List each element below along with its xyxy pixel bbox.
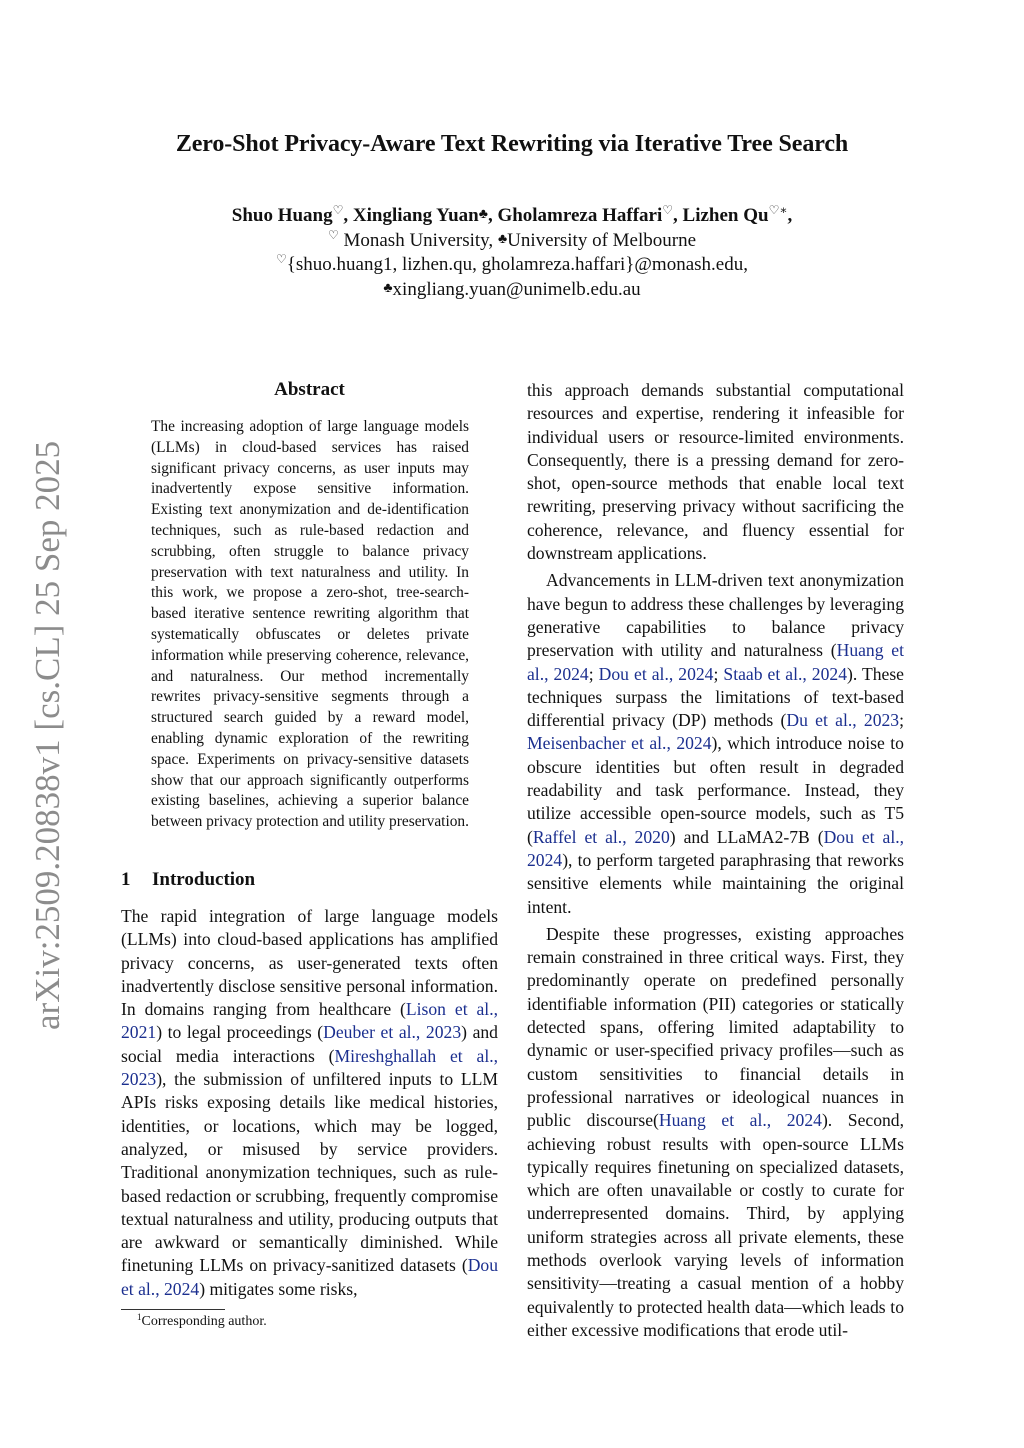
- email-line: ♣xingliang.yuan@unimelb.edu.au: [383, 279, 641, 300]
- citation-link[interactable]: Dou et al., 2024: [598, 663, 714, 684]
- citation-link[interactable]: Raffel et al., 2020: [532, 826, 670, 847]
- citation-link[interactable]: Deuber et al., 2023: [323, 1022, 462, 1043]
- paper-title: Zero-Shot Privacy-Aware Text Rewriting via Iterative Tree Search: [175, 131, 849, 157]
- footnote: [137, 1314, 267, 1330]
- section-title: Introduction: [152, 869, 256, 890]
- intro-paragraph-advancements: Advancements in LLM-driven text anonymization have begun to address these challenges by leveraging generative capabilities to balance privacy preservation with utility and naturalness (Huang et al., 2024; Dou et al., 2024; Staab et al., 2024). These techniques surpass the limitations of text-based differential privacy (DP) methods (Du et al., 2023; Meisenbacher et al., 2024), which introduce noise to obscure identities but often result in degraded readability and task performance. Instead, they utilize accessible open-source models, such as T5 (Raffel et al., 2020) and LLaMA2-7B (Dou et al., 2024), to perform targeted paraphrasing that reworks sensitive elements while maintaining the original intent.: [527, 570, 904, 917]
- footnote-rule: [121, 1309, 225, 1310]
- author-name: Gholamreza Haffari: [497, 205, 663, 226]
- citation-link[interactable]: Meisenbacher et al., 2024: [527, 733, 712, 754]
- email-line: ♡{shuo.huang1, lizhen.qu, gholamreza.haffari}@monash.edu,: [276, 252, 748, 275]
- section-heading: [121, 869, 255, 891]
- author-name: Xingliang Yuan: [352, 205, 479, 226]
- citation-link[interactable]: Du et al., 2023: [786, 710, 900, 731]
- author-names: Shuo Huang♡, Xingliang Yuan♣, Gholamreza Haffari♡, Lizhen Qu♡∗,: [231, 203, 793, 226]
- citation-link[interactable]: Mireshghallah et al., 2023: [121, 1045, 499, 1090]
- footnote-mark: 1: [137, 1312, 142, 1322]
- citation-link[interactable]: Staab et al., 2024: [723, 663, 847, 684]
- arxiv-identifier: arXiv:2509.20838v1 [cs.CL] 25 Sep 2025: [28, 440, 67, 1030]
- citation-link[interactable]: Dou et al., 2024: [121, 1255, 498, 1299]
- author-name: Shuo Huang: [231, 205, 333, 226]
- intro-paragraph-continued: this approach demands substantial computational resources and expertise, rendering it infeasible for individual users or resource-limited environments. Consequently, there is a pressing demand for zero-shot, open-source methods that enable local text rewriting, preserving privacy without sacrificing the coherence, relevance, and fluency essential for downstream applications.: [527, 380, 904, 564]
- citation-link[interactable]: Huang et al., 2024: [658, 1110, 822, 1131]
- author-name: Lizhen Qu: [682, 205, 769, 226]
- affiliations: ♡ Monash University, ♣University of Melbourne: [327, 228, 697, 251]
- citation-link[interactable]: Dou et al., 2024: [527, 826, 904, 870]
- abstract-heading: Abstract: [274, 379, 345, 400]
- intro-paragraph-limitations: Despite these progresses, existing approaches remain constrained in three critical ways. First, they predominantly operate on predefined personally identifiable information (PII) categories or statically detected spans, offering limited adaptability to dynamic or user-specified privacy profiles—such as custom sensitivities to financial details in professional narratives or ideological nuances in public discourse(Huang et al., 2024). Second, achieving robust results with open-source LLMs typically requires finetuning on specialized datasets, which are often unavailable or costly to curate for underrepresented domains. Third, by applying uniform strategies across all private elements, these methods overlook varying levels of information sensitivity—treating a casual mention of a hobby equivalently to protected health data—which leads to either excessive modifications that erode util-: [527, 923, 904, 1340]
- author-block: [0, 203, 1024, 302]
- citation-link[interactable]: Lison et al., 2021: [121, 999, 498, 1043]
- footnote-text: Corresponding author.: [141, 1314, 267, 1329]
- section-number: 1: [121, 869, 131, 890]
- abstract-text: The increasing adoption of large language models (LLMs) in cloud-based services has raised significant privacy concerns, as user inputs may inadvertently expose sensitive information. Existing text anonymization and de-identification techniques, such as rule-based redaction and scrubbing, often struggle to balance privacy preservation with text naturalness and utility. In this work, we propose a zero-shot, tree-search-based iterative sentence rewriting algorithm that systematically obfuscates or deletes private information while preserving coherence, relevance, and naturalness. Our method incrementally rewrites privacy-sensitive segments through a structured search guided by a reward model, enabling dynamic exploration of the rewriting space. Experiments on privacy-sensitive datasets show that our approach significantly outperforms existing baselines, achieving a superior balance between privacy protection and utility preservation.: [151, 418, 469, 831]
- right-column: [527, 379, 904, 1342]
- intro-paragraph-left: The rapid integration of large language models (LLMs) into cloud-based applications has amplified privacy concerns, as user-generated texts often inadvertently disclose sensitive personal information. In domains ranging from healthcare (Lison et al., 2021) to legal proceedings (Deuber et al., 2023) and social media interactions (Mireshghallah et al., 2023), the submission of unfiltered inputs to LLM APIs risks exposing details like medical histories, identities, or locations, which may be logged, analyzed, or misused by service providers. Traditional anonymization techniques, such as rule-based redaction or scrubbing, frequently compromise textual naturalness and utility, producing outputs that are awkward or semantically diminished. While finetuning LLMs on privacy-sanitized datasets (Dou et al., 2024) mitigates some risks,: [121, 906, 499, 1299]
- citation-link[interactable]: Huang et al., 2024: [527, 640, 904, 684]
